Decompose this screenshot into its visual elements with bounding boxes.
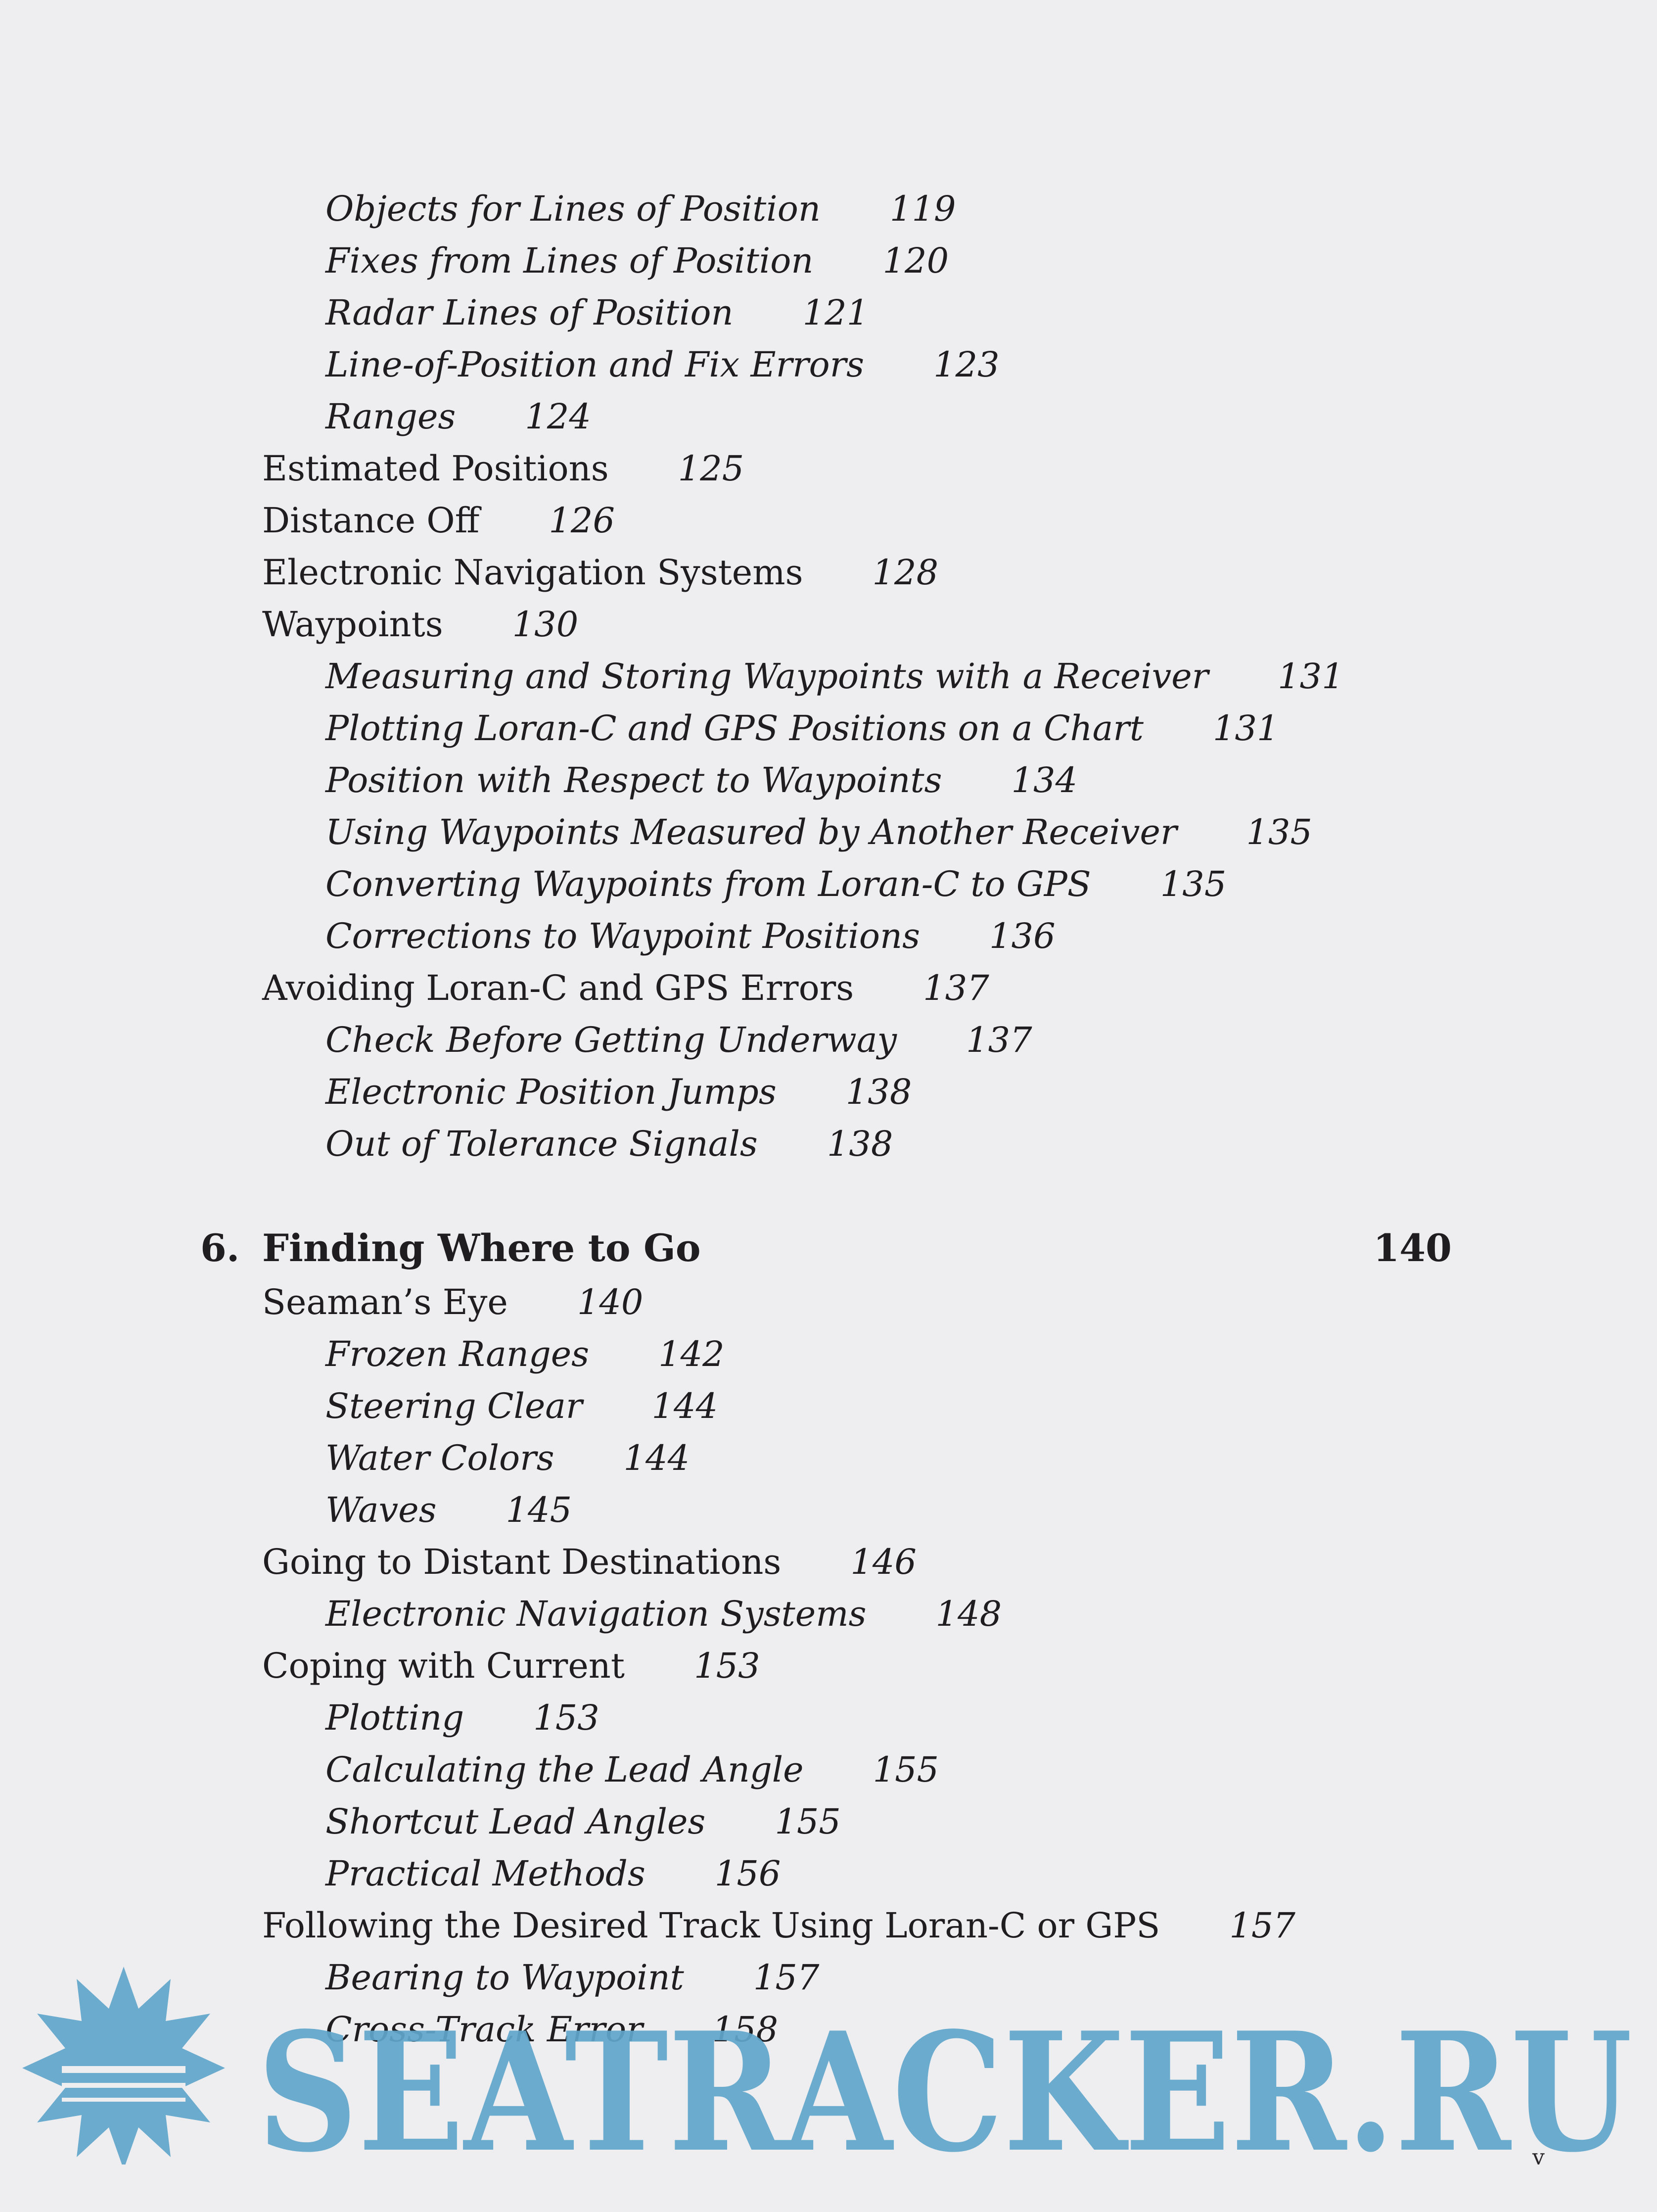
entry-title: Shortcut Lead Angles [325,1801,706,1842]
toc-entry [325,1386,718,1426]
toc-entry [325,1438,690,1478]
entry-title: Using Waypoints Measured by Another Receiver [325,812,1177,852]
entry-title: Distance Off [262,500,480,541]
entry-page: 121 [802,292,869,333]
entry-page: 138 [827,1124,893,1164]
toc-entry [262,501,615,540]
entry-page: 123 [933,344,1000,385]
toc-entry [262,1542,917,1582]
entry-page: 142 [658,1334,725,1374]
entry-page: 131 [1212,708,1279,749]
entry-title: Converting Waypoints from Loran-C to GPS [325,864,1091,904]
toc-entry [325,1750,939,1789]
toc-entry [262,553,938,592]
entry-title: Fixes from Lines of Position [325,240,814,281]
entry-page: 140 [577,1282,644,1322]
toc-entry [325,812,1312,852]
entry-page: 158 [712,2009,779,2050]
entry-title: Corrections to Waypoint Positions [325,916,921,956]
entry-title: Plotting [325,1697,464,1738]
entry-title: Out of Tolerance Signals [325,1124,758,1164]
entry-title: Frozen Ranges [325,1334,590,1374]
entry-page: 138 [845,1072,912,1112]
entry-page: 137 [966,1020,1032,1060]
entry-page: 157 [753,1957,820,1998]
entry-page: 124 [525,396,591,437]
entry-title: Seaman’s Eye [262,1282,508,1322]
chapter-page: 140 [1373,1226,1452,1270]
entry-page: 156 [714,1853,781,1894]
toc-entry [325,708,1279,748]
entry-title: Objects for Lines of Position [325,188,821,229]
toc-entry [262,449,744,488]
entry-title: Cross-Track Error [325,2009,643,2050]
entry-title: Practical Methods [325,1853,645,1894]
entry-page: 136 [989,916,1056,956]
entry-page: 134 [1011,760,1078,800]
entry-title: Position with Respect to Waypoints [325,760,942,800]
toc-entry [325,1854,781,1893]
toc-entry [325,189,956,229]
entry-title: Going to Distant Destinations [262,1542,782,1582]
entry-title: Electronic Navigation Systems [325,1594,867,1634]
entry-title: Bearing to Waypoint [325,1957,684,1998]
entry-page: 155 [873,1749,939,1790]
toc-entry [262,1906,1295,1945]
toc-entry [325,1490,572,1530]
chapter-heading [200,1226,1452,1271]
entry-page: 130 [512,604,579,645]
toc-entry [325,241,949,281]
entry-title: Avoiding Loran-C and GPS Errors [262,968,854,1008]
entry-page: 157 [1229,1905,1295,1946]
page-folio: v [1532,2145,1545,2170]
toc-entry [325,1072,912,1112]
entry-title: Calculating the Lead Angle [325,1749,804,1790]
entry-title: Plotting Loran-C and GPS Positions on a Chart [325,708,1144,749]
toc-entry [325,760,1077,800]
toc-entry [325,657,1344,696]
entry-title: Waypoints [262,604,443,645]
toc-entry [325,397,591,436]
entry-title: Electronic Navigation Systems [262,552,803,593]
entry-title: Estimated Positions [262,448,609,489]
entry-page: 135 [1160,864,1227,904]
entry-page: 137 [923,968,989,1008]
entry-title: Measuring and Storing Waypoints with a Receiver [325,656,1209,697]
entry-title: Coping with Current [262,1646,625,1686]
entry-title: Ranges [325,396,456,437]
entry-page: 128 [872,552,939,593]
toc-entry [262,1646,760,1686]
toc-entry [325,1594,1002,1634]
entry-page: 144 [623,1438,690,1478]
entry-page: 153 [694,1646,760,1686]
entry-page: 119 [889,188,956,229]
toc-entry [325,1698,599,1738]
toc-entry [325,1802,841,1841]
entry-title: Steering Clear [325,1386,583,1426]
sun-logo-icon [22,1967,225,2165]
entry-title: Radar Lines of Position [325,292,734,333]
entry-page: 145 [506,1490,572,1530]
entry-page: 135 [1246,812,1313,852]
entry-page: 148 [935,1594,1002,1634]
toc-entry [325,1124,893,1164]
chapter-number: 6. [200,1226,240,1270]
entry-title: Waves [325,1490,437,1530]
toc-entry [262,605,578,644]
entry-page: 126 [549,500,615,541]
chapter-title: Finding Where to Go [262,1226,701,1270]
entry-title: Electronic Position Jumps [325,1072,777,1112]
watermark-text: SEATRACKER.RU [257,1996,1632,2165]
toc-entry [262,1282,643,1322]
toc-entry [325,293,869,332]
entry-page: 155 [775,1801,841,1842]
toc-entry [325,864,1226,904]
entry-page: 120 [882,240,949,281]
toc-entry [325,1334,725,1374]
toc-entry [262,968,989,1008]
entry-page: 146 [850,1542,917,1582]
entry-page: 153 [533,1697,599,1738]
watermark [0,1967,1657,2165]
entry-page: 144 [651,1386,718,1426]
toc-entry [325,916,1056,956]
entry-page: 131 [1278,656,1344,697]
entry-title: Water Colors [325,1438,554,1478]
entry-title: Following the Desired Track Using Loran-C or GPS [262,1905,1160,1946]
entry-title: Line-of-Position and Fix Errors [325,344,865,385]
toc-entry [325,345,1000,384]
entry-page: 125 [678,448,744,489]
entry-title: Check Before Getting Underway [325,1020,897,1060]
toc-entry [325,1020,1032,1060]
